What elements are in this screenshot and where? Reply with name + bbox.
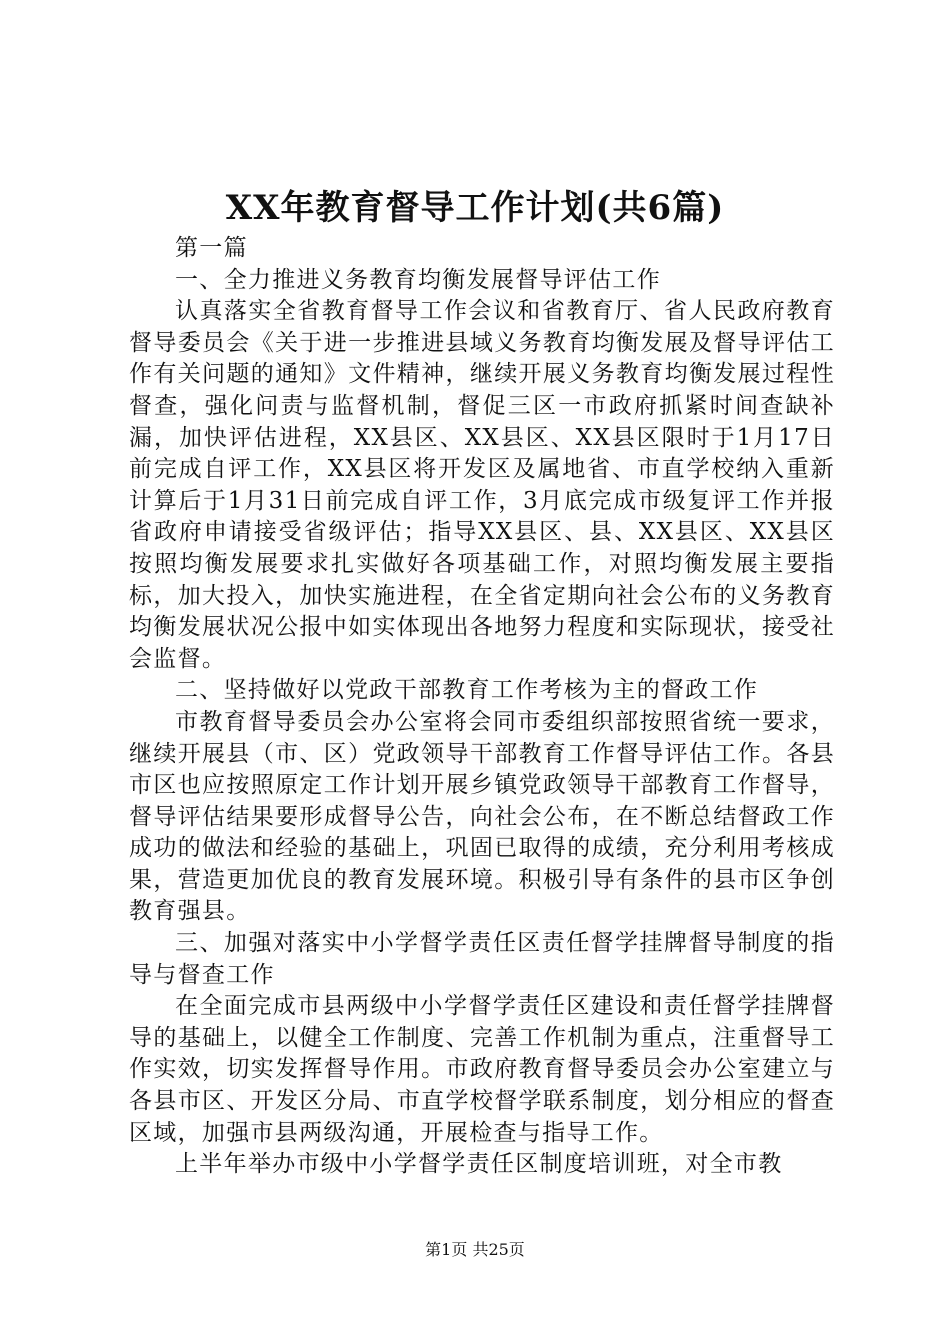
item-heading: 三、加强对落实中小学督学责任区责任督学挂牌督导制度的指导与督查工作 [129, 930, 835, 988]
body-paragraph: 在全面完成市县两级中小学督学责任区建设和责任督学挂牌督导的基础上，以健全工作制度、完善工作机制为重点，注重督导工作实效，切实发挥督导作用。市政府教育督导委员会办公室建立与各县市区、开发区分局、市直学校督学联系制度，划分相应的督查区域，加强市县两级沟通，开展检查与指导工作。 [129, 993, 835, 1146]
body-paragraph: 市教育督导委员会办公室将会同市委组织部按照省统一要求，继续开展县（市、区）党政领导干部教育工作督导评估工作。各县市区也应按照原定工作计划开展乡镇党政领导干部教育工作督导，督导评估结果要形成督导公告，向社会公布，在不断总结督政工作成功的做法和经验的基础上，巩固已取得的成绩，充分利用考核成果，营造更加优良的教育发展环境。积极引导有条件的县市区争创教育强县。 [129, 708, 835, 925]
section-heading: 第一篇 [175, 235, 248, 261]
document-title: XX年教育督导工作计划(共6篇) [225, 188, 725, 228]
body-paragraph: 上半年举办市级中小学督学责任区制度培训班，对全市教 [175, 1151, 783, 1178]
item-heading: 二、坚持做好以党政干部教育工作考核为主的督政工作 [175, 677, 759, 704]
document-body [129, 233, 835, 1181]
body-paragraph: 认真落实全省教育督导工作会议和省教育厅、省人民政府教育督导委员会《关于进一步推进县域义务教育均衡发展及督导评估工作有关问题的通知》文件精神，继续开展义务教育均衡发展过程性督查，强化问责与监督机制，督促三区一市政府抓紧时间查缺补漏，加快评估进程，XX县区、XX县区、XX县区限时于1月17日前完成自评工作，XX县区将开发区及属地省、市直学校纳入重新计算后于1月31日前完成自评工作，3月底完成市级复评工作并报省政府申请接受省级评估；指导XX县区、县、XX县区、XX县区按照均衡发展要求扎实做好各项基础工作，对照均衡发展主要指标，加大投入，加快实施进程，在全省定期向社会公布的义务教育均衡发展状况公报中如实体现出各地努力程度和实际现状，接受社会监督。 [129, 298, 835, 672]
page-footer: 第1页 共25页 [425, 1240, 525, 1259]
item-heading: 一、全力推进义务教育均衡发展督导评估工作 [175, 266, 661, 293]
